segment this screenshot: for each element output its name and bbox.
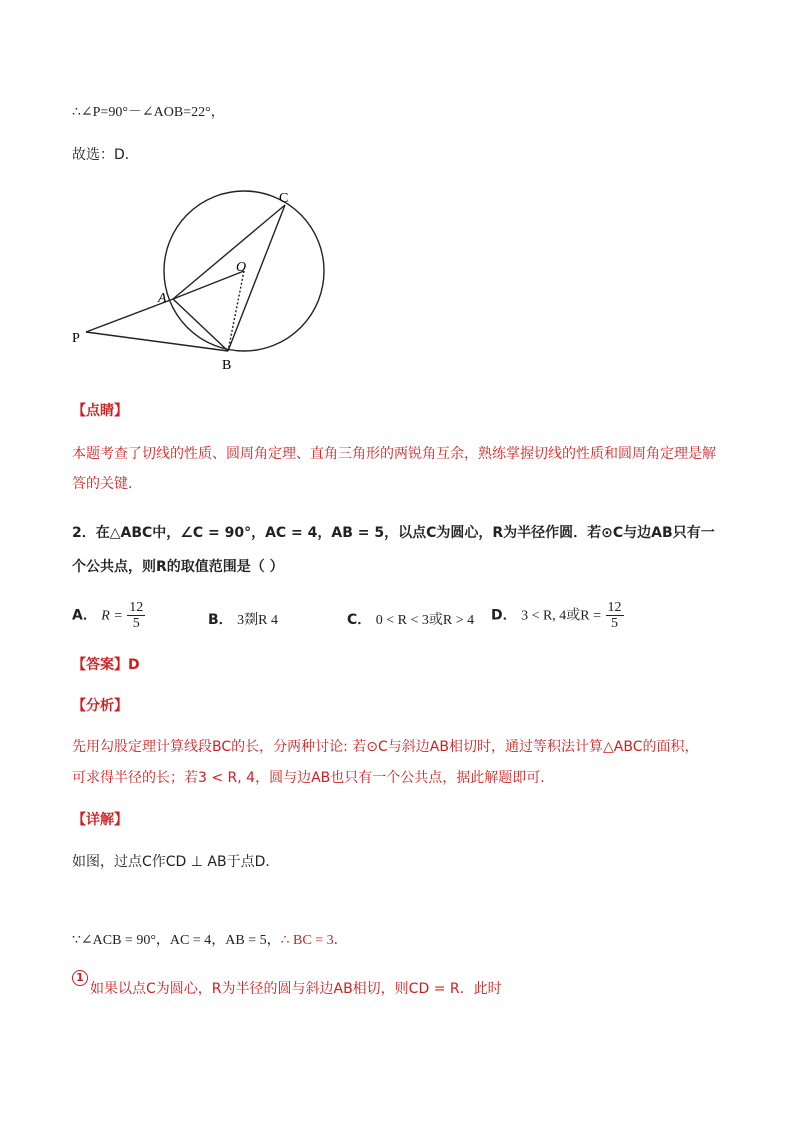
label-o: O <box>236 260 247 275</box>
section-answer: 【答案】D <box>72 657 140 673</box>
option-b-text: 3剟R 4 <box>237 613 278 628</box>
answer-choice-line: 故选：D． <box>72 147 139 163</box>
fenxi-line2: 可求得半径的长；若3 < R, 4，圆与边AB也只有一个公共点，据此解题即可. <box>72 770 545 786</box>
option-a-denominator: 5 <box>132 616 140 631</box>
option-d-text: 3 < R, 4或R = <box>521 608 602 624</box>
question-2-stem-line2: 个公共点，则R的取值范围是（ ） <box>72 559 284 575</box>
xiangjie-line1: 如图，过点C作CD ⊥ AB于点D． <box>72 854 280 870</box>
option-a-lhs: R = <box>101 608 123 624</box>
because-line-given: ∵∠ACB = 90°，AC = 4，AB = 5， <box>72 933 281 948</box>
option-c-text: 0 < R < 3或R > 4 <box>375 613 475 628</box>
dianjing-text: 本题考查了切线的性质、圆周角定理、直角三角形的两锐角互余，熟练掌握切线的性质和圆周角定理是解答的关键． <box>72 446 716 492</box>
option-a-label: A． <box>72 607 97 624</box>
section-xiangjie-heading: 【详解】 <box>72 812 128 828</box>
case1-line: 如果以点C为圆心，R为半径的圆与斜边AB相切，则CD = R．此时 <box>90 981 502 997</box>
label-p: P <box>72 331 80 346</box>
label-a: A <box>158 291 167 306</box>
option-a-fraction <box>127 600 145 631</box>
segment-oa <box>173 271 244 299</box>
option-d-numerator: 12 <box>607 600 622 615</box>
segment-ab <box>173 299 228 351</box>
segment-ac <box>173 205 285 299</box>
segment-bc <box>228 205 285 351</box>
option-d-label: D． <box>491 607 517 624</box>
option-b-label: B． <box>208 612 233 628</box>
option-d <box>491 600 624 631</box>
circled-number-1: 1 <box>72 970 88 986</box>
section-fenxi-heading: 【分析】 <box>72 698 128 714</box>
segment-ob-dotted <box>228 271 244 351</box>
option-d-fraction <box>606 600 624 631</box>
option-c <box>347 609 474 629</box>
circle-tangent-figure <box>60 185 350 380</box>
option-c-label: C． <box>347 612 372 628</box>
label-b: B <box>222 358 232 373</box>
option-d-denominator: 5 <box>611 616 618 631</box>
because-line-result: ∴ BC = 3． <box>280 933 348 948</box>
fenxi-line1: 先用勾股定理计算线段BC的长，分两种讨论: 若⊙C与斜边AB相切时，通过等积法计算△ABC的面积， <box>72 739 699 755</box>
option-b <box>208 609 278 629</box>
section-dianjing-heading: 【点睛】 <box>72 403 128 419</box>
question-2-stem-line1: 2．在△ABC中，∠C = 90°，AC = 4，AB = 5，以点C为圆心，R为半径作圆．若⊙C与边AB只有一 <box>72 525 715 541</box>
therefore-line: ∴∠P=90°－∠AOB=22°， <box>72 105 225 120</box>
option-a <box>72 600 145 631</box>
because-line <box>72 931 348 951</box>
label-c: C <box>279 191 289 206</box>
option-a-numerator: 12 <box>129 600 144 615</box>
